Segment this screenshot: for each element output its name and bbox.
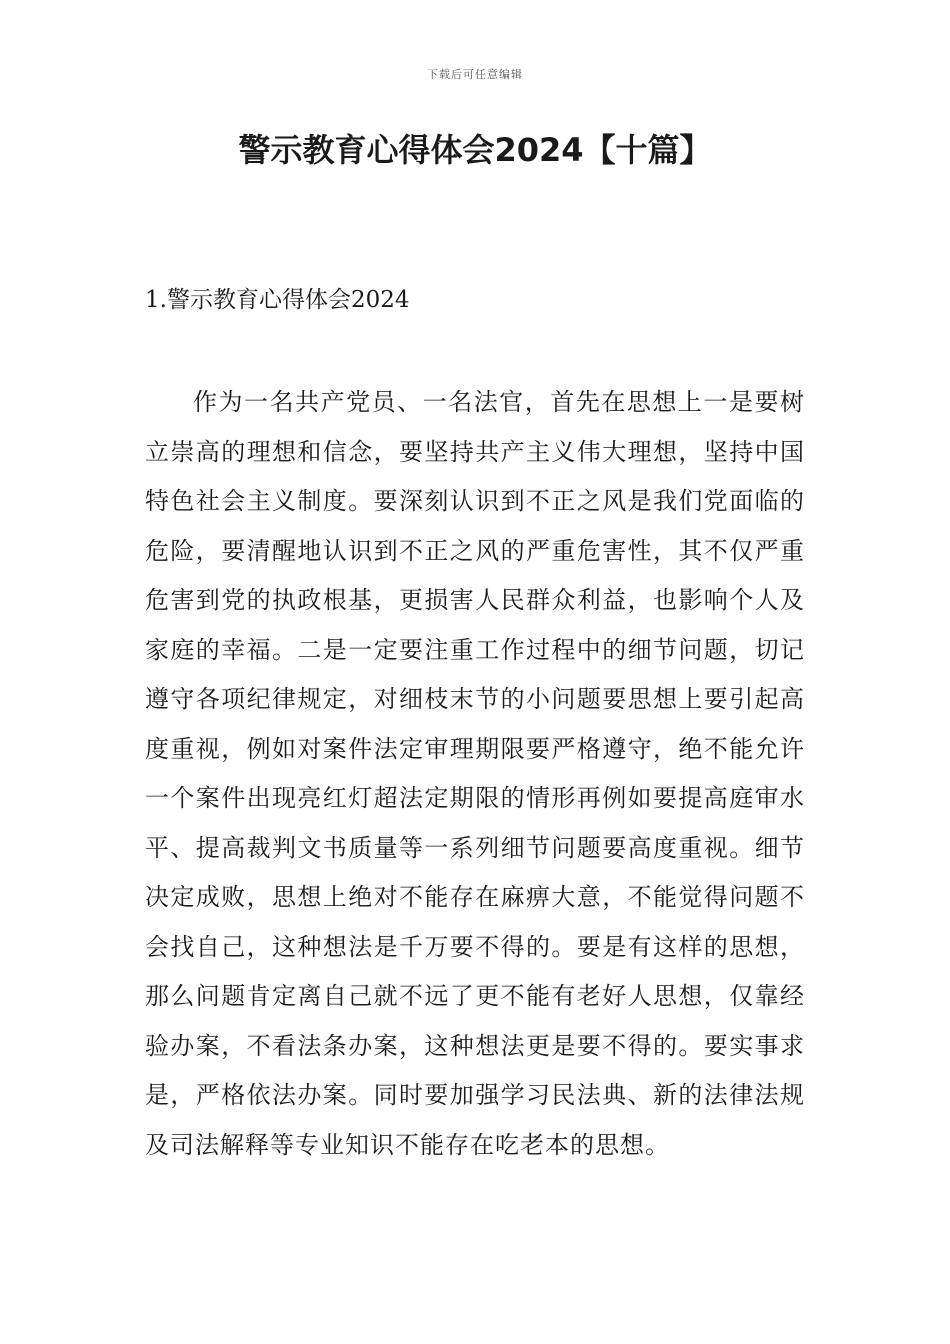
body-paragraph: 作为一名共产党员、一名法官，首先在思想上一是要树立崇高的理想和信念，要坚持共产主义伟大理想，坚持中国特色社会主义制度。要深刻认识到不正之风是我们党面临的危险，要清醒地认识到不正之风的严重危害性，其不仅严重危害到党的执政根基，更损害人民群众利益，也影响个人及家庭的幸福。二是一定要注重工作过程中的细节问题，切记遵守各项纪律规定，对细枝末节的小问题要思想上要引起高度重视，例如对案件法定审理期限要严格遵守，绝不能允许一个案件出现亮红灯超法定期限的情形再例如要提高庭审水平、提高裁判文书质量等一系列细节问题要高度重视。细节决定成败，思想上绝对不能存在麻痹大意，不能觉得问题不会找自己，这种想法是千万要不得的。要是有这样的思想，那么问题肯定离自己就不远了更不能有老好人思想，仅靠经验办案，不看法条办案，这种想法更是要不得的。要实事求是，严格依法办案。同时要加强学习民法典、新的法律法规及司法解释等专业知识不能存在吃老本的思想。 [145, 388, 805, 1159]
header-note: 下载后可任意编辑 [427, 68, 523, 81]
document-title: 警示教育心得体会2024【十篇】 [238, 131, 712, 169]
section-heading: 1.警示教育心得体会2024 [145, 287, 410, 313]
